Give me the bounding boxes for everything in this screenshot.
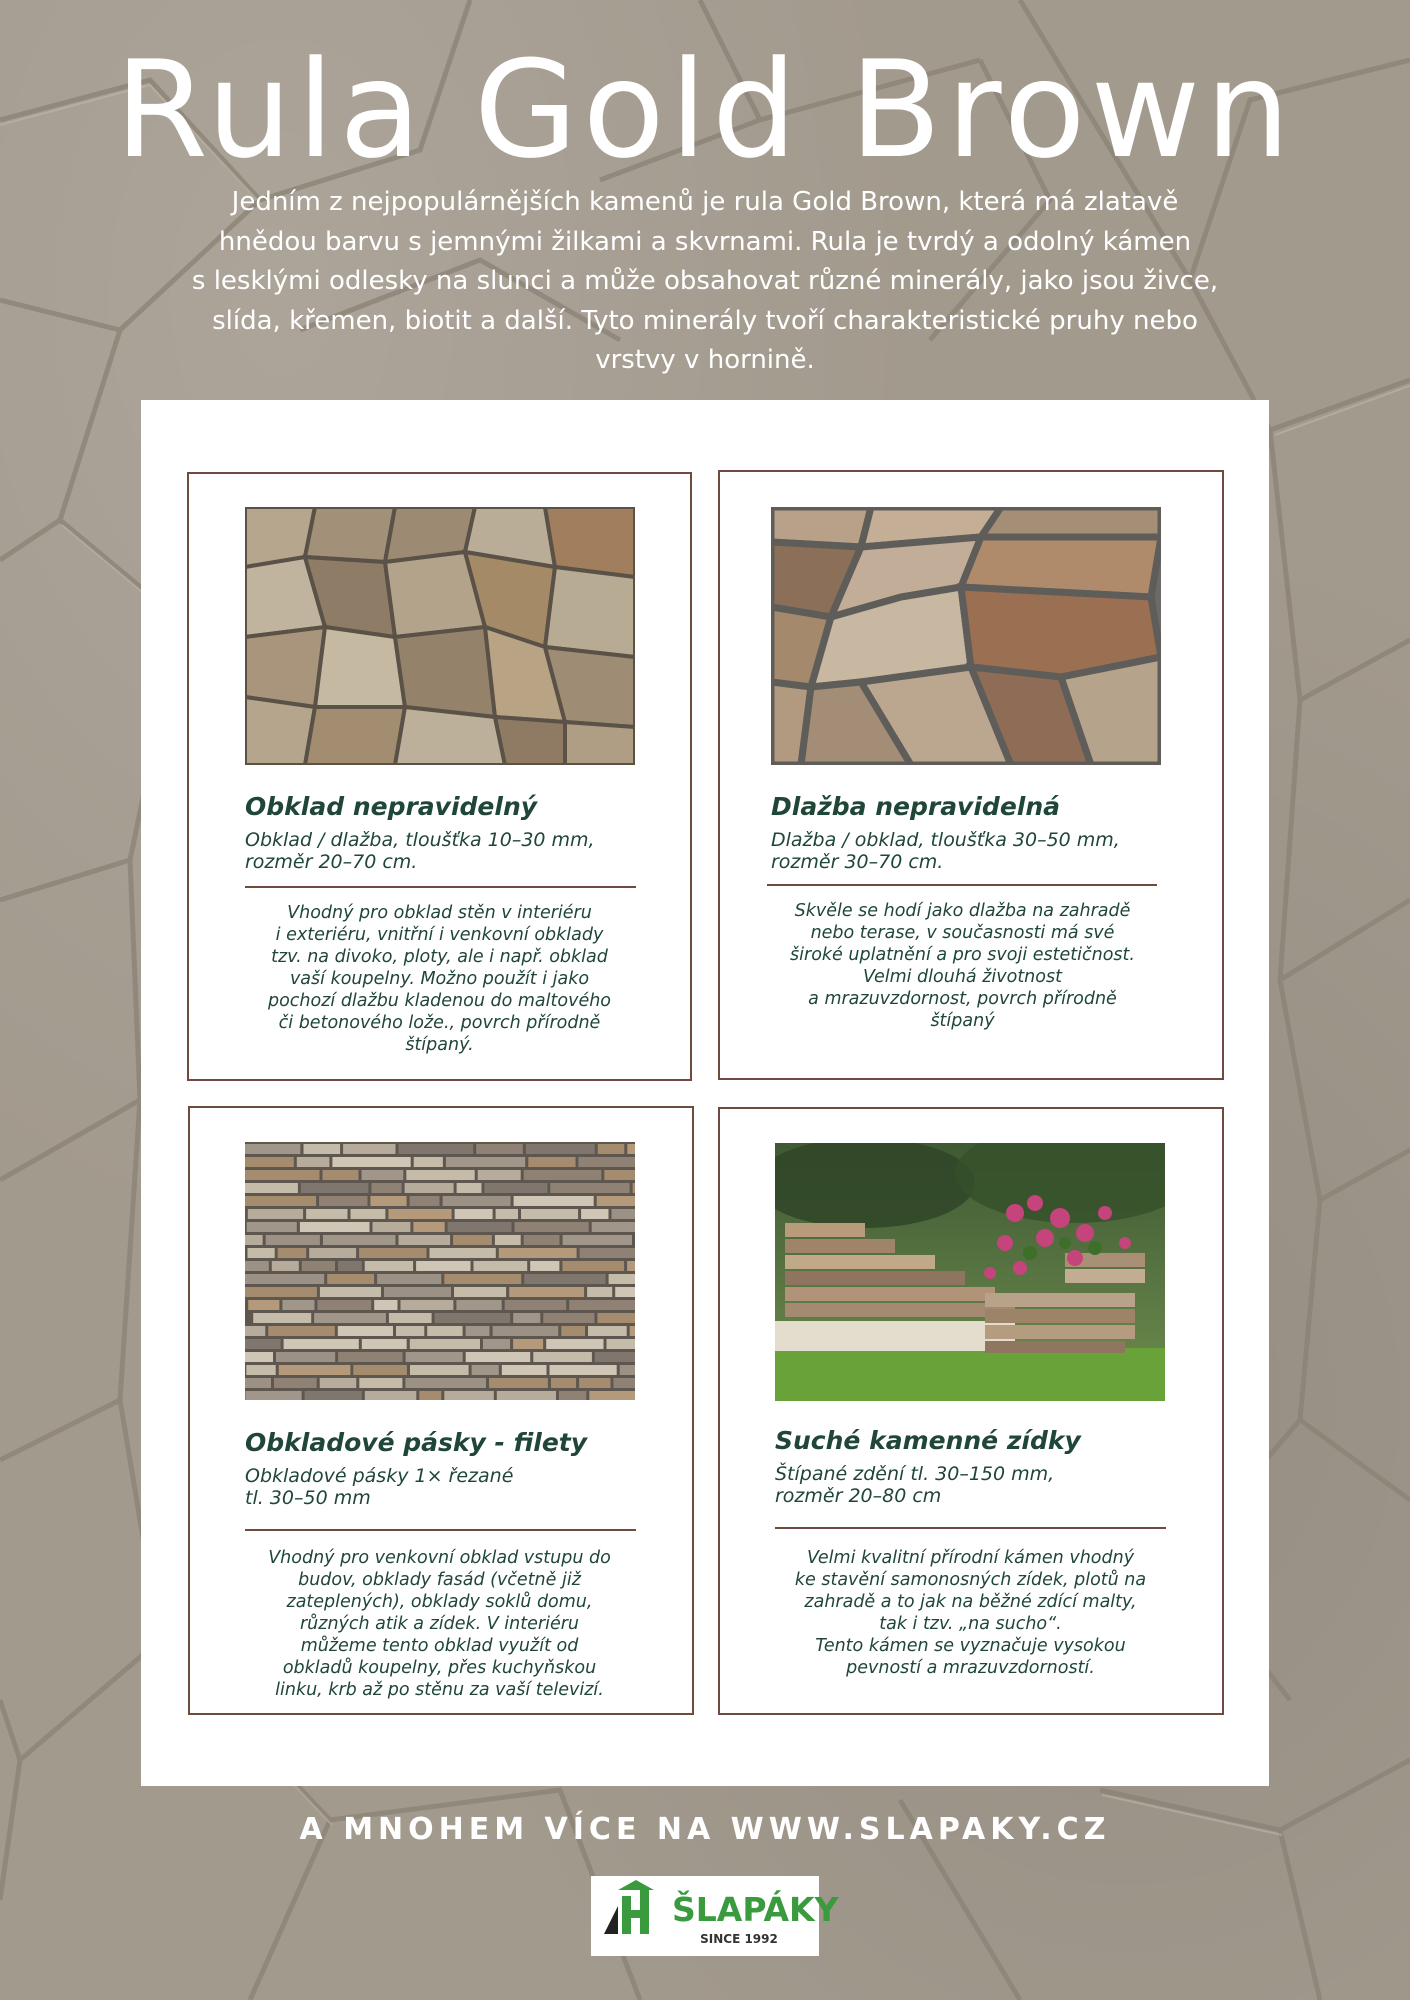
card-title: Obkladové pásky - filety	[245, 1428, 588, 1457]
photo-dry-stone-wall	[775, 1143, 1165, 1401]
card-title: Dlažba nepravidelná	[771, 792, 1061, 821]
slapaky-logo[interactable]	[591, 1876, 839, 1956]
subtitle-line: tl. 30–50 mm	[245, 1487, 371, 1509]
intro-line: vrstvy v hornině.	[595, 345, 815, 375]
logo-wordmark: ŠLAPÁKY	[672, 1890, 839, 1929]
card-divider	[767, 884, 1157, 886]
description-line: Vhodný pro venkovní obklad vstupu do	[268, 1548, 611, 1568]
intro-line: hnědou barvu s jemnými žilkami a skvrnami. Rula je tvrdý a odolný kámen	[218, 226, 1192, 257]
description-line: vaší koupelny. Možno použít i jako	[289, 969, 590, 989]
card-divider	[245, 1529, 636, 1531]
intro-line: slída, křemen, biotit a další. Tyto minerály tvoří charakteristické pruhy nebo	[212, 305, 1198, 336]
description-line: i exteriéru, vnitřní i venkovní obklady	[275, 925, 604, 945]
photo-stone-strips	[245, 1142, 635, 1400]
subtitle-line: rozměr 20–70 cm.	[245, 851, 418, 873]
description-line: široké uplatnění a pro svoji estetičnost.	[790, 945, 1135, 965]
photo-irregular-cladding	[245, 507, 635, 765]
description-line: tzv. na divoko, ploty, ale i např. obklad	[271, 947, 608, 967]
subtitle-line: Obklad / dlažba, tloušťka 10–30 mm,	[245, 829, 595, 851]
subtitle-line: rozměr 30–70 cm.	[771, 851, 944, 873]
description-line: ke stavění samonosných zídek, plotů na	[794, 1570, 1147, 1590]
card-description	[222, 902, 657, 1056]
description-line: tak i tzv. „na sucho“.	[879, 1614, 1062, 1634]
card-subtitle	[245, 829, 665, 873]
card-subtitle	[771, 829, 1191, 873]
description-line: různých atik a zídek. V interiéru	[299, 1614, 580, 1634]
description-line: Tento kámen se vyznačuje vysokou	[815, 1636, 1126, 1656]
description-line: budov, obklady fasád (včetně již	[298, 1570, 581, 1590]
stone-strips-pattern	[245, 1142, 635, 1400]
logo-mark-icon	[596, 1876, 674, 1956]
description-line: štípaný.	[405, 1035, 474, 1055]
subtitle-line: Dlažba / obklad, tloušťka 30–50 mm,	[771, 829, 1120, 851]
page-title: Rula Gold Brown	[114, 32, 1296, 188]
description-line: můžeme tento obklad využít od	[300, 1636, 579, 1656]
subtitle-line: Štípané zdění tl. 30–150 mm,	[775, 1463, 1055, 1485]
logo-since: SINCE 1992	[700, 1932, 778, 1946]
description-line: Velmi kvalitní přírodní kámen vhodný	[806, 1548, 1135, 1568]
description-line: pochozí dlažbu kladenou do maltového	[267, 991, 612, 1011]
description-line: linku, krb až po stěnu za vaší televizí.	[275, 1680, 604, 1700]
description-line: či betonového lože., povrch přírodně	[278, 1013, 601, 1033]
intro-line: Jedním z nejpopulárnějších kamenů je rula Gold Brown, která má zlatavě	[231, 187, 1179, 217]
card-subtitle	[245, 1465, 665, 1509]
photo-irregular-paving	[771, 507, 1161, 765]
description-line: obkladů koupelny, přes kuchyňskou	[282, 1658, 597, 1678]
card-description	[752, 1547, 1189, 1679]
intro-text	[130, 183, 1280, 381]
card-title: Suché kamenné zídky	[775, 1426, 1081, 1455]
card-title: Obklad nepravidelný	[245, 792, 538, 821]
card-divider	[245, 886, 636, 888]
card-description	[222, 1547, 657, 1701]
website-link[interactable]: A MNOHEM VÍCE NA WWW.SLAPAKY.CZ	[299, 1812, 1111, 1847]
description-line: zateplených), obklady soklů domu,	[286, 1592, 593, 1612]
description-line: nebo terase, v současnosti má své	[810, 923, 1115, 943]
description-line: a mrazuvzdornost, povrch přírodně	[808, 989, 1117, 1009]
subtitle-line: rozměr 20–80 cm	[775, 1485, 942, 1507]
intro-line: s lesklými odlesky na slunci a může obsahovat různé minerály, jako jsou živce,	[191, 266, 1219, 296]
card-description	[750, 900, 1175, 1032]
subtitle-line: Obkladové pásky 1× řezané	[245, 1465, 514, 1487]
description-line: zahradě a to jak na běžné zdící malty,	[804, 1592, 1137, 1612]
card-divider	[775, 1527, 1166, 1529]
description-line: Skvěle se hodí jako dlažba na zahradě	[794, 901, 1131, 921]
description-line: Vhodný pro obklad stěn v interiéru	[287, 903, 592, 923]
card-subtitle	[775, 1463, 1195, 1507]
description-line: pevností a mrazuvzdorností.	[846, 1658, 1095, 1678]
description-line: štípaný	[930, 1011, 995, 1031]
description-line: Velmi dlouhá životnost	[863, 967, 1062, 987]
